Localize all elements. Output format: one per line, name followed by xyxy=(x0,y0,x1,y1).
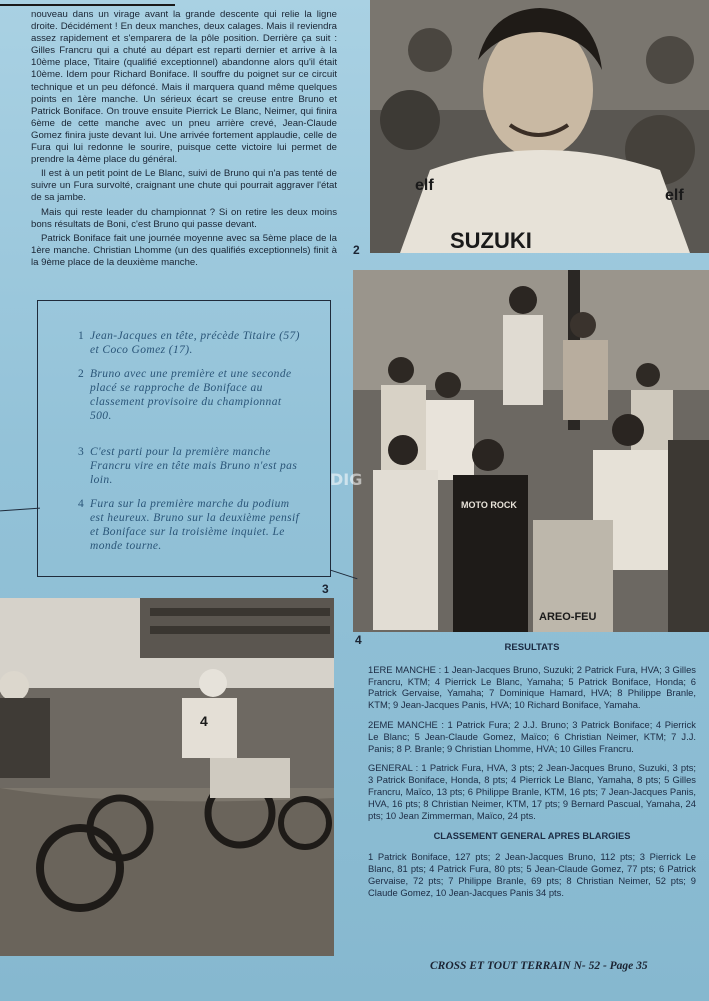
caption-3 xyxy=(78,445,305,487)
jersey-sponsor-left: elf xyxy=(415,177,434,194)
results-section xyxy=(368,642,696,906)
caption-2 xyxy=(78,367,305,423)
caption-1 xyxy=(78,329,305,357)
caption-4 xyxy=(78,497,305,553)
page-footer: CROSS ET TOUT TERRAIN N- 52 - Page 35 xyxy=(430,960,648,972)
figure-number-3: 3 xyxy=(322,582,329,596)
article-paragraph: Mais qui reste leader du championnat ? Si on retire les deux moins bons résultats de Boni, c'est Bruno qui passe devant. xyxy=(31,206,337,230)
rider-bib: 4 xyxy=(200,713,208,729)
photo-podium xyxy=(353,270,709,632)
caption-box xyxy=(37,300,331,577)
caption-text: Bruno avec une première et une seconde placé se rapproche de Boniface au classement provisoire du championnat 500. xyxy=(90,368,292,422)
article-paragraph: nouveau dans un virage avant la grande descente qui relie la ligne droite. Décidément ! En deux manches, deux calages. Mais il reviendra assez rapidement et s'emparera de la pôle position. Derrière ça suit : Gilles Francru qui a chuté au départ est reparti dernier et arrive à la 10ème place, Titaire (qualifié exceptionnel) abandonne alors qu'il était 10ème. Idem pour Richard Boniface. Il souffre du poignet sur ce circuit technique et un peu défoncé. Mais il marquera quand même quelques points en 1ère manche. Un sérieux écart se creuse entre Bruno et Patrick Boniface. On trouve ensuite Pierrick Le Blanc, Neimer, qui finira 6ème de cette manche avec un pneu arrière crevé, Jean-Claude Gomez finira juste devant lui. Une arrivée fortement applaudie, celle de Fura qui lui redonne le sourire, puisque cette victoire lui permet de prendre la 4ème place du général. xyxy=(31,9,337,166)
classement-general: 1 Patrick Boniface, 127 pts; 2 Jean-Jacques Bruno, 112 pts; 3 Pierrick Le Blanc, 81 pts; 4 Patrick Fura, 80 pts; 5 Jean-Claude Gomez, 77 pts; 6 Patrick Gervaise, 72 pts; 7 Philippe Branle, 69 pts; 8 Christian Neimer, 52 pts; 9 Claude Gomez, 10 Jean-Jacques Panis 34 pts. xyxy=(368,851,696,898)
article-body xyxy=(31,9,337,271)
results-manche-2: 2EME MANCHE : 1 Patrick Fura; 2 J.J. Bruno; 3 Patrick Boniface; 4 Pierrick Le Blanc; 5 Jean-Claude Gomez, Maïco; 6 Christian Neimer, KTM; 7 J.J. Panis; 8 P. Branle; 9 Christian Lhomme, HVA; 10 Gilles Francru. xyxy=(368,718,696,754)
caption-number: 2 xyxy=(78,368,85,380)
jersey-sponsor-right: elf xyxy=(665,187,684,204)
caption-number: 1 xyxy=(78,330,85,342)
caption-text: Jean-Jacques en tête, précède Titaire (57) et Coco Gomez (17). xyxy=(90,330,300,356)
caption-text: C'est parti pour la première manche Francru vire en tête mais Bruno n'est pas loin. xyxy=(90,446,298,486)
figure-number-4: 4 xyxy=(355,633,362,647)
podium-shirt-text: MOTO ROCK xyxy=(461,500,517,510)
article-paragraph: Il est à un petit point de Le Blanc, suivi de Bruno qui n'a pas tenté de suivre un Fura survolté, craignant une chute qui pourrait aggraver l'état de sa jambe. xyxy=(31,168,337,204)
caption-text: Fura sur la première marche du podium est heureux. Bruno sur la deuxième pensif et Boniface sur la troisième inquiet. Le monde tourne. xyxy=(90,498,300,552)
caption-number: 3 xyxy=(78,446,85,458)
results-title: RESULTATS xyxy=(504,642,560,653)
results-manche-1: 1ERE MANCHE : 1 Jean-Jacques Bruno, Suzuki; 2 Patrick Fura, HVA; 3 Gilles Francru, KTM; 4 Pierrick Le Blanc, Yamaha; 5 Patrick Boniface, Honda; 6 Patrick Gervaise, Yamaha; 7 Dominique Hamard, HVA; 8 Philippe Branle, KTM; 9 Jean-Jacques Panis, HVA; 10 Richard Boniface, Yamaha. xyxy=(368,663,696,711)
photo-rider-portrait xyxy=(370,0,709,253)
watermark: DIG xyxy=(330,470,363,489)
results-general: GENERAL : 1 Patrick Fura, HVA, 3 pts; 2 Jean-Jacques Bruno, Suzuki, 3 pts; 3 Patrick Boniface, Honda, 8 pts; 4 Pierrick Le Blanc, Yamaha, 8 pts; 5 Gilles Francru, Maïco, 13 pts; 6 Philippe Branle, KTM, 16 pts; 7 Jean-Jacques Panis, HVA, 16 pts; 8 Christian Neimer, KTM, 17 pts; 9 Bernard Pascual, Yamaha, 24 pts; 10 Jean Zimmerman, Maïco, 24 pts. xyxy=(368,762,696,821)
article-paragraph: Patrick Boniface fait une journée moyenne avec sa 5ème place de la 1ère manche. Christian Lhomme (un des qualifiés exceptionnels) finit à la 9ème place de la deuxième manche. xyxy=(31,232,337,268)
photo-race-start xyxy=(0,598,334,956)
classement-title: CLASSEMENT GENERAL APRES BLARGIES xyxy=(433,831,631,842)
figure-number-2: 2 xyxy=(353,243,360,257)
jersey-brand: SUZUKI xyxy=(450,228,532,253)
caption-number: 4 xyxy=(78,498,85,510)
podium-banner: AREO-FEU xyxy=(539,611,597,623)
top-rule xyxy=(0,4,175,6)
